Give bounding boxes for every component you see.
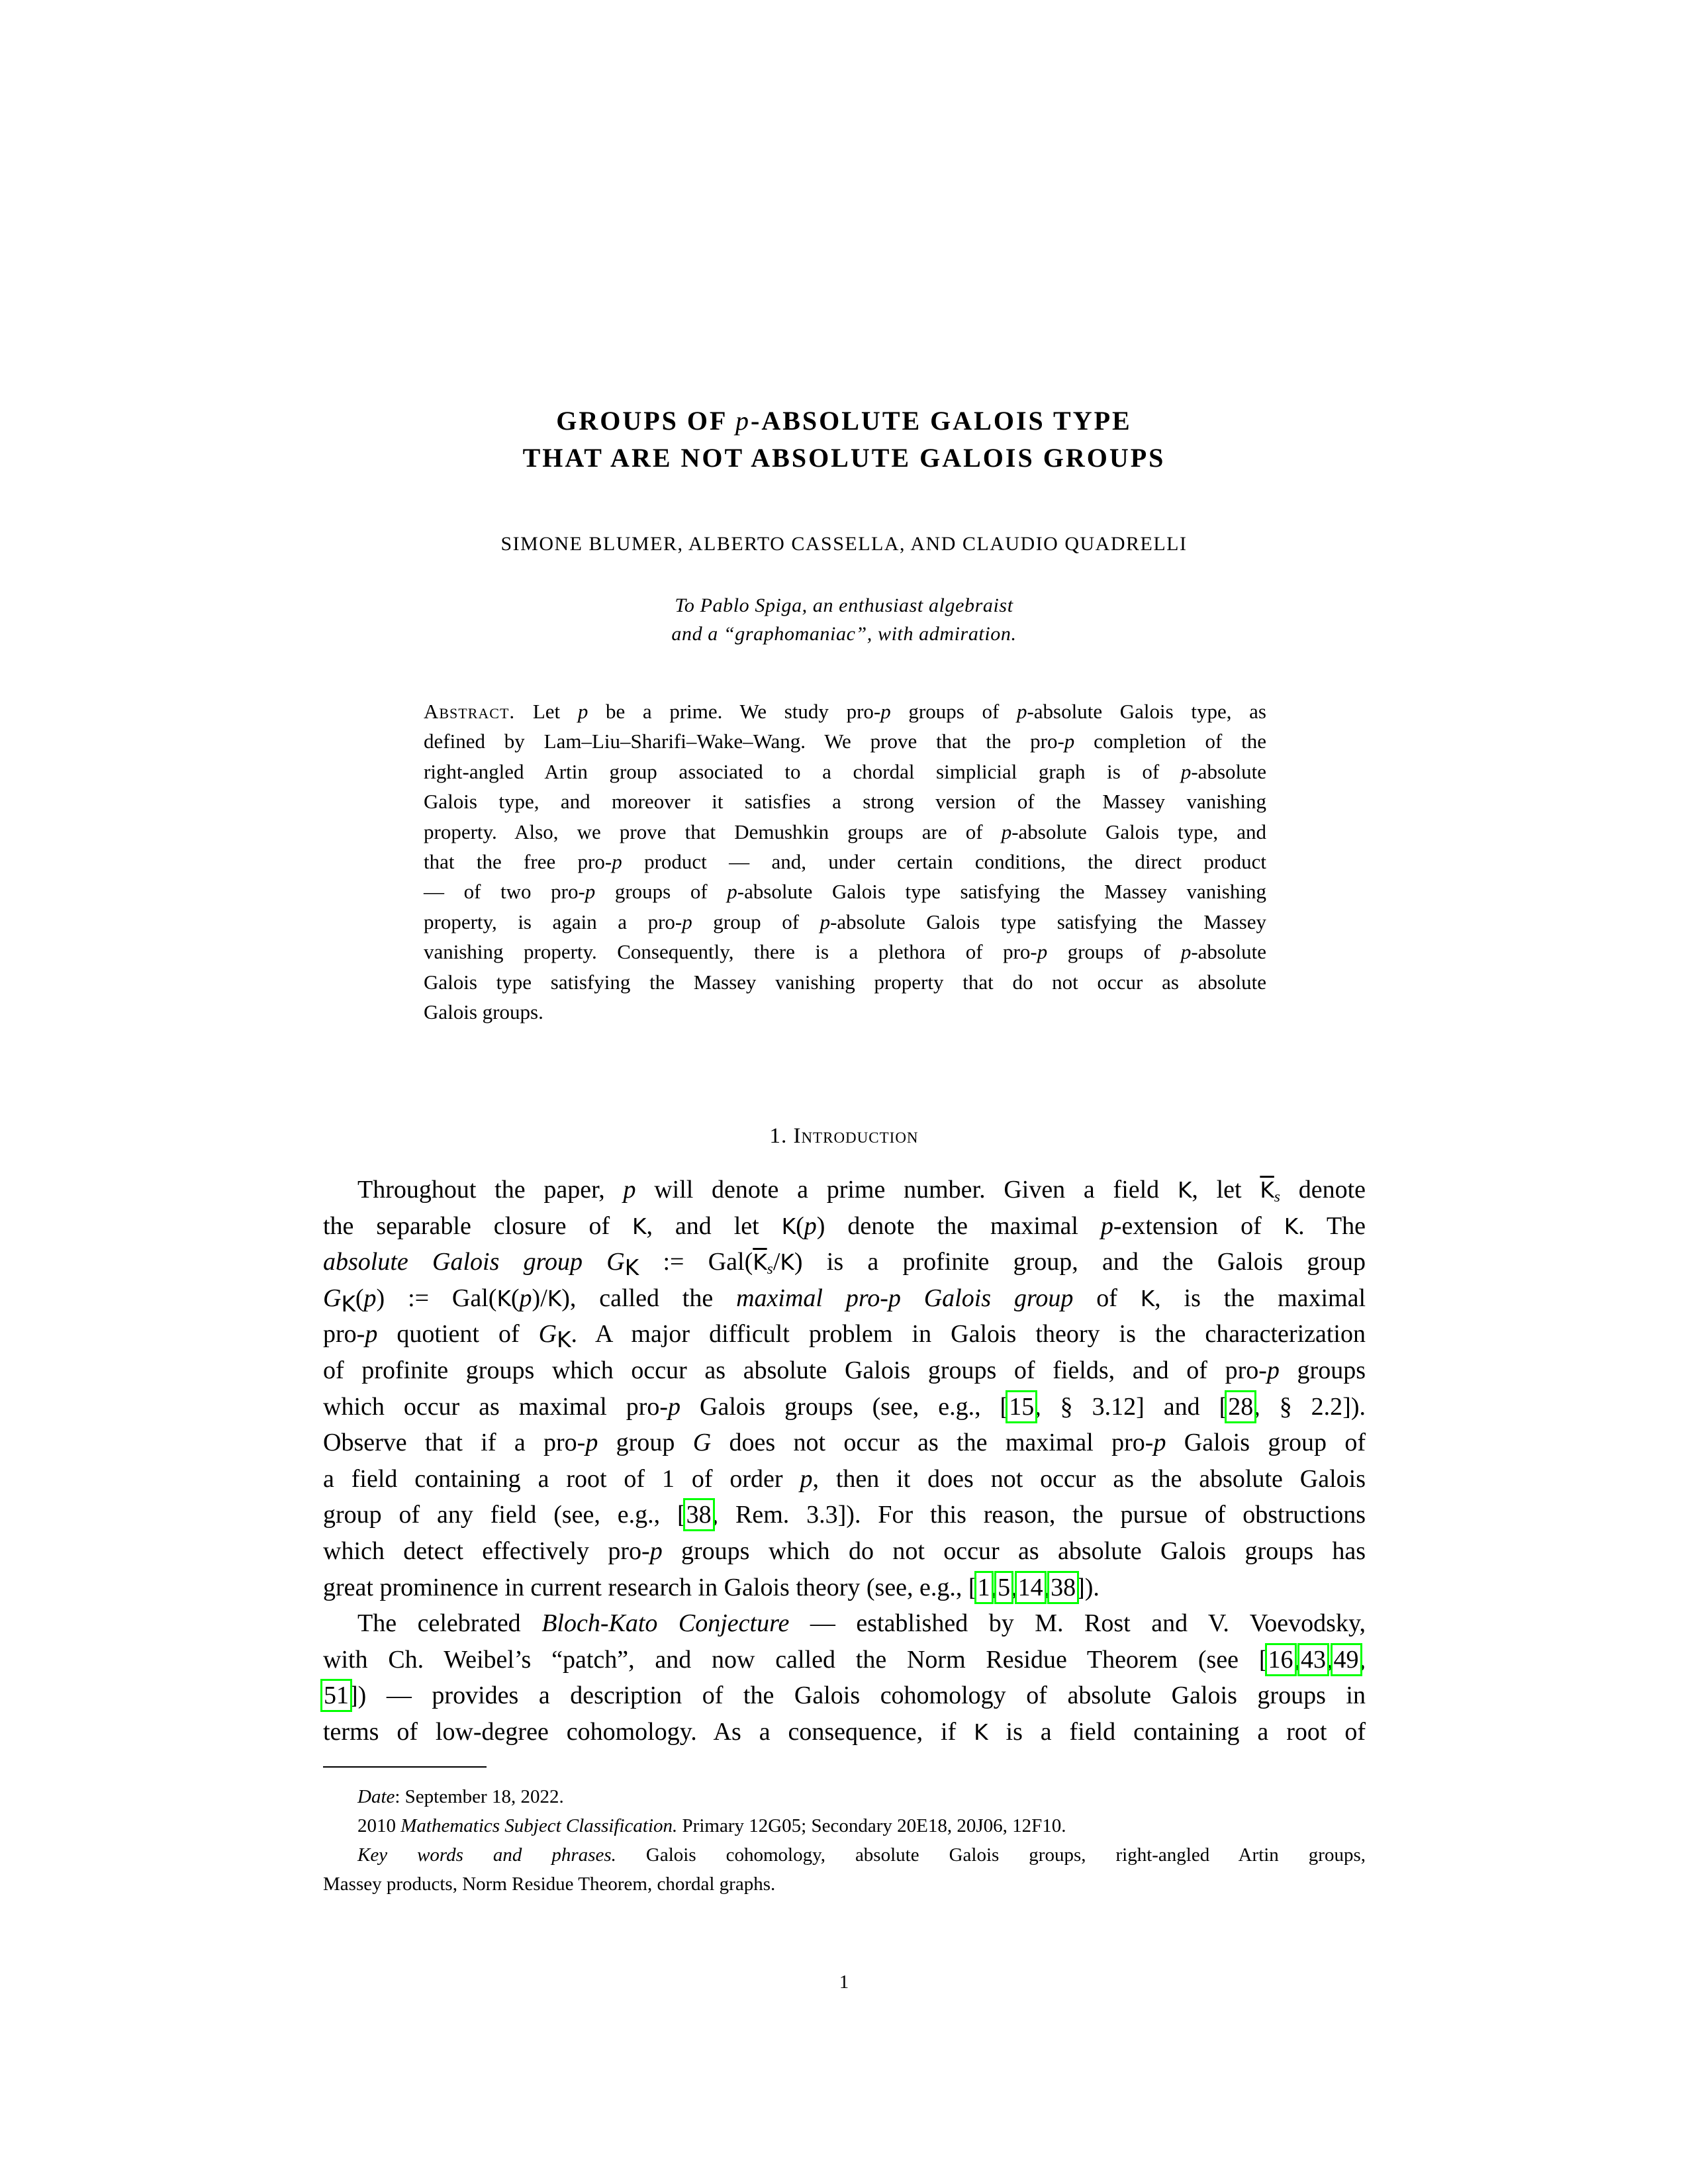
text-span: ]) — provides a description of the Galois cohomology of absolute Galois groups in bbox=[350, 1682, 1366, 1710]
citation-link[interactable]: 16 bbox=[1268, 1645, 1293, 1674]
math-symbol: K bbox=[341, 1291, 355, 1317]
text-span: Primary 12G05; Secondary 20E18, 20J06, 12F10. bbox=[677, 1815, 1066, 1836]
citation-link[interactable]: 28 bbox=[1228, 1392, 1254, 1421]
text-span: groups of bbox=[890, 700, 1017, 723]
text-span: )/ bbox=[532, 1284, 547, 1312]
title-text: -ABSOLUTE GALOIS TYPE bbox=[751, 406, 1132, 436]
text-span: — of two pro- bbox=[424, 880, 585, 904]
text-span: defined by Lam–Liu–Sharifi–Wake–Wang. We prove that the pro- bbox=[424, 730, 1064, 753]
text-span: vanishing property. Consequently, there is a plethora of pro- bbox=[424, 940, 1037, 964]
text-span: which occur as maximal pro- bbox=[323, 1392, 669, 1421]
text-span: be a prime. We study pro- bbox=[588, 700, 881, 723]
text-span: -absolute Galois type, and bbox=[1011, 820, 1267, 843]
text-span: p bbox=[1001, 820, 1012, 843]
text-span: , bbox=[990, 1573, 998, 1601]
text-span: ( bbox=[355, 1284, 364, 1312]
text-span: p bbox=[649, 1537, 663, 1565]
text-span: 2010 bbox=[357, 1815, 401, 1836]
text-span: Mathematics Subject Classification. bbox=[400, 1815, 678, 1836]
paper-title-line-2: THAT ARE NOT ABSOLUTE GALOIS GROUPS bbox=[522, 443, 1166, 473]
text-span: property, is again a pro- bbox=[424, 910, 682, 933]
text-span: p bbox=[1016, 700, 1027, 723]
text-span: . A major difficult problem in Galois theory is the characterization bbox=[571, 1320, 1366, 1349]
text-span: Bloch-Kato Conjecture bbox=[541, 1609, 790, 1638]
text-span: a field containing a root of 1 of order bbox=[323, 1464, 800, 1493]
text-span: The celebrated bbox=[357, 1609, 542, 1638]
text-span: of bbox=[1073, 1284, 1141, 1312]
dedication-line-2: and a “graphomaniac”, with admiration. bbox=[671, 623, 1017, 645]
text-span: , and let bbox=[646, 1211, 782, 1240]
text-span: p bbox=[365, 1320, 378, 1349]
text-span: p bbox=[1180, 940, 1192, 964]
paper-title-line-1 bbox=[0, 405, 1688, 437]
math-symbol: $\overline{K}$ bbox=[1260, 1178, 1274, 1203]
section-number: 1. bbox=[769, 1124, 788, 1148]
body-line bbox=[323, 1642, 1366, 1678]
text-span: groups bbox=[1279, 1356, 1366, 1384]
math-symbol: K bbox=[1284, 1213, 1299, 1239]
text-span: Date bbox=[357, 1786, 395, 1807]
text-span: Galois type, and moreover it satisfies a strong version of the Massey vanishing bbox=[424, 790, 1266, 814]
abstract-line bbox=[424, 726, 1266, 756]
text-span: p bbox=[880, 700, 891, 723]
text-span: , let bbox=[1192, 1176, 1260, 1204]
footnote-line bbox=[323, 1782, 1366, 1811]
body-line bbox=[323, 1389, 1366, 1425]
section-heading bbox=[0, 1123, 1688, 1149]
text-span: Key words and phrases. bbox=[357, 1844, 616, 1866]
text-span: G bbox=[692, 1429, 712, 1457]
text-span: quotient of bbox=[377, 1320, 539, 1349]
abstract-line bbox=[424, 817, 1266, 847]
text-span: Massey products, Norm Residue Theorem, chordal graphs. bbox=[323, 1874, 776, 1895]
text-span: p bbox=[1037, 940, 1048, 964]
dedication-line-1: To Pablo Spiga, an enthusiast algebraist bbox=[675, 594, 1013, 616]
text-span: product — and, under certain conditions, the direct product bbox=[622, 850, 1266, 873]
text-span: Observe that if a pro- bbox=[323, 1429, 586, 1457]
text-span: p bbox=[804, 1211, 817, 1240]
text-span: of profinite groups which occur as absolute Galois groups of fields, and of pro- bbox=[323, 1356, 1267, 1384]
text-span: absolute Galois group bbox=[323, 1248, 583, 1276]
text-span: is a field containing a root of bbox=[988, 1718, 1366, 1746]
citation-link[interactable]: 38 bbox=[686, 1501, 712, 1529]
text-span: -absolute Galois type satisfying the Massey bbox=[830, 910, 1266, 933]
citation-link[interactable]: 51 bbox=[324, 1682, 349, 1710]
text-span: p bbox=[1153, 1429, 1166, 1457]
text-span: p bbox=[519, 1284, 532, 1312]
text-span: does not occur as the maximal pro- bbox=[711, 1429, 1154, 1457]
body-line bbox=[323, 1425, 1366, 1460]
text-span: p bbox=[682, 910, 692, 933]
text-span: ]). bbox=[1076, 1573, 1100, 1601]
body-line bbox=[323, 1678, 1366, 1713]
text-span: terms of low-degree cohomology. As a consequence, if bbox=[323, 1718, 974, 1746]
text-span: the separable closure of bbox=[323, 1211, 633, 1240]
text-span: — established by M. Rost and V. Voevodsky, bbox=[789, 1609, 1366, 1638]
citation-link[interactable]: 1 bbox=[977, 1573, 990, 1601]
text-span: property. Also, we prove that Demushkin groups are of bbox=[424, 820, 1002, 843]
text-span: Abstract. bbox=[424, 700, 516, 723]
text-span: : September 18, 2022. bbox=[395, 1786, 564, 1807]
text-span: p bbox=[585, 880, 596, 904]
footnote-line bbox=[323, 1811, 1366, 1840]
text-span: with Ch. Weibel’s “patch”, and now called the Norm Residue Theorem (see [ bbox=[323, 1645, 1268, 1674]
text-span: , § 3.12] and [ bbox=[1035, 1392, 1228, 1421]
text-span: Galois cohomology, absolute Galois groups, right-angled Artin groups, bbox=[616, 1844, 1366, 1866]
text-span: . The bbox=[1298, 1211, 1366, 1240]
body-line bbox=[323, 1208, 1366, 1245]
text-span: which detect effectively pro- bbox=[323, 1537, 650, 1565]
text-span: group of bbox=[692, 910, 820, 933]
body-line bbox=[323, 1353, 1366, 1388]
text-span: , bbox=[1011, 1573, 1017, 1601]
text-span: maximal pro-p Galois group bbox=[736, 1284, 1074, 1312]
text-span: ) := Gal( bbox=[376, 1284, 497, 1312]
math-symbol: K bbox=[781, 1213, 796, 1239]
text-span: ) denote the maximal bbox=[816, 1211, 1101, 1240]
text-span: G bbox=[538, 1320, 557, 1349]
section-title: Introduction bbox=[793, 1124, 919, 1148]
body-line bbox=[323, 1497, 1366, 1533]
text-span: p bbox=[1100, 1211, 1113, 1240]
text-span: , bbox=[1359, 1645, 1366, 1674]
title-math-p: p bbox=[735, 406, 751, 436]
text-span: pro- bbox=[323, 1320, 365, 1349]
text-span: Galois group of bbox=[1166, 1429, 1366, 1457]
text-span: G bbox=[323, 1284, 342, 1312]
body-line bbox=[323, 1605, 1366, 1641]
text-span: -absolute bbox=[1191, 940, 1266, 964]
body-line bbox=[323, 1714, 1366, 1750]
text-span: p bbox=[623, 1176, 636, 1204]
footnote-line bbox=[323, 1840, 1366, 1870]
text-span: , then it does not occur as the absolute Galois bbox=[812, 1464, 1366, 1493]
abstract-line bbox=[424, 967, 1266, 997]
text-span: , bbox=[1327, 1645, 1333, 1674]
text-span: group bbox=[598, 1429, 693, 1457]
text-span: great prominence in current research in Galois theory (see, e.g., [ bbox=[323, 1573, 977, 1601]
body-line bbox=[323, 1461, 1366, 1497]
text-span: -extension of bbox=[1113, 1211, 1284, 1240]
text-span: , is the maximal bbox=[1154, 1284, 1366, 1312]
text-span: p bbox=[668, 1392, 681, 1421]
footnote-rule bbox=[323, 1766, 487, 1768]
citation-link[interactable]: 15 bbox=[1009, 1392, 1035, 1421]
text-span: G bbox=[606, 1248, 625, 1276]
text-span: p bbox=[577, 700, 588, 723]
citation-link[interactable]: 14 bbox=[1017, 1573, 1043, 1601]
text-span: will denote a prime number. Given a field bbox=[635, 1176, 1178, 1204]
footnote-line bbox=[323, 1870, 1366, 1899]
body-line bbox=[323, 1533, 1366, 1569]
text-span: -absolute Galois type satisfying the Massey vanishing bbox=[737, 880, 1266, 904]
text-span: ) is a profinite group, and the Galois group bbox=[794, 1248, 1366, 1276]
citation-link[interactable]: 5 bbox=[998, 1573, 1011, 1601]
page-number: 1 bbox=[839, 1971, 849, 1993]
math-symbol: $\overline{K}$ bbox=[753, 1250, 767, 1276]
abstract-line bbox=[424, 907, 1266, 937]
text-span: -absolute bbox=[1191, 759, 1266, 783]
citation-link[interactable]: 49 bbox=[1333, 1645, 1359, 1674]
text-span: Galois type satisfying the Massey vanishing property that do not occur as absolute bbox=[424, 970, 1266, 994]
citation-link[interactable]: 38 bbox=[1051, 1573, 1076, 1601]
abstract-line bbox=[424, 877, 1266, 906]
text-span: Galois groups (see, e.g., [ bbox=[680, 1392, 1009, 1421]
text-span: groups of bbox=[595, 880, 727, 904]
text-span: ( bbox=[796, 1211, 804, 1240]
text-span: , Rem. 3.3]). For this reason, the pursue of obstructions bbox=[712, 1501, 1366, 1529]
text-span: Galois groups. bbox=[424, 1000, 543, 1023]
text-span: groups of bbox=[1047, 940, 1181, 964]
math-symbol: K bbox=[974, 1720, 988, 1745]
text-span: -absolute Galois type, as bbox=[1027, 700, 1266, 723]
text-span: p bbox=[800, 1464, 813, 1493]
abstract-line bbox=[424, 757, 1266, 786]
text-span: p bbox=[1180, 759, 1192, 783]
math-symbol: K bbox=[557, 1327, 571, 1353]
math-symbol: K bbox=[632, 1213, 647, 1239]
text-span: p bbox=[585, 1429, 598, 1457]
text-span: p bbox=[820, 910, 831, 933]
text-span: p bbox=[1266, 1356, 1280, 1384]
text-span: p bbox=[363, 1284, 377, 1312]
text-span: right-angled Artin group associated to a chordal simplicial graph is of bbox=[424, 759, 1181, 783]
text-span: that the free pro- bbox=[424, 850, 612, 873]
text-span: / bbox=[773, 1248, 780, 1276]
text-span: p bbox=[727, 880, 737, 904]
text-span: p bbox=[612, 850, 622, 873]
text-span: completion of the bbox=[1074, 730, 1266, 753]
text-span: ( bbox=[510, 1284, 520, 1312]
text-span: Let bbox=[515, 700, 578, 723]
text-span: s bbox=[767, 1260, 773, 1278]
text-span: := Gal( bbox=[639, 1248, 753, 1276]
text-span: denote bbox=[1280, 1176, 1366, 1204]
text-span: groups which do not occur as absolute Galois groups has bbox=[662, 1537, 1366, 1565]
math-symbol: K bbox=[496, 1286, 511, 1311]
citation-link[interactable]: 43 bbox=[1301, 1645, 1326, 1674]
abstract-line bbox=[424, 696, 1266, 726]
text-span: ), called the bbox=[561, 1284, 737, 1312]
text-span bbox=[583, 1248, 606, 1276]
text-span: , bbox=[1043, 1573, 1051, 1601]
abstract-line bbox=[424, 997, 1266, 1027]
abstract-line bbox=[424, 786, 1266, 816]
math-symbol: K bbox=[624, 1255, 639, 1281]
text-span: Throughout the paper, bbox=[357, 1176, 624, 1204]
text-span: , bbox=[1293, 1645, 1300, 1674]
abstract-line bbox=[424, 847, 1266, 877]
text-span: , § 2.2]). bbox=[1254, 1392, 1366, 1421]
authors: SIMONE BLUMER, ALBERTO CASSELLA, AND CLAUDIO QUADRELLI bbox=[500, 533, 1188, 555]
abstract-line bbox=[424, 937, 1266, 967]
title-text: GROUPS OF bbox=[556, 406, 735, 436]
text-span: s bbox=[1274, 1188, 1280, 1206]
text-span: p bbox=[1064, 730, 1075, 753]
math-symbol: K bbox=[1177, 1178, 1192, 1203]
body-line bbox=[323, 1570, 1366, 1605]
math-symbol: K bbox=[547, 1286, 562, 1311]
text-span: group of any field (see, e.g., [ bbox=[323, 1501, 686, 1529]
math-symbol: K bbox=[1140, 1286, 1155, 1311]
math-symbol: K bbox=[780, 1250, 794, 1276]
